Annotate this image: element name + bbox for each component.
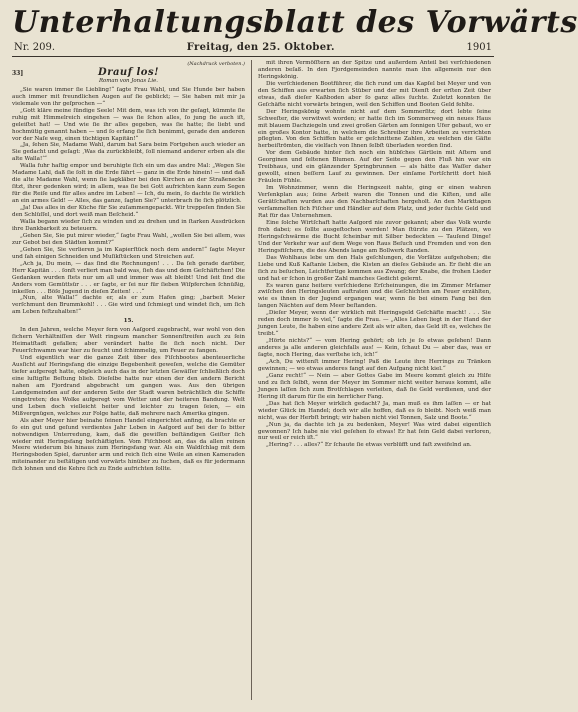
- issue-year: 1901: [466, 42, 492, 53]
- issue-date: Freitag, den 25. Oktober.: [186, 42, 335, 53]
- paragraph: „Ja! Das alles in der Küche für Sie zuſammengepackt. Wir treppeſen finden Sie den Schlüſſel, und dort weiß man Beſcheid.“: [12, 205, 245, 219]
- paragraph: Walla begann wieder ſich zu winden und zu drehen und in ſtarken Ausdrücken ihre Dankbarkeit zu beteuern.: [12, 218, 245, 232]
- paragraph: mit ihren Vermöſſtern an der Spitze und außerdem Anteil bei verſchiedenen anderen beſaß. In den Fjordgemeinden nannte man ihn allgemein nur den Heringskönig.: [258, 60, 491, 80]
- paragraph: „Ach, Du wittenſt immer Hering! Paß die Leute ihre Herrings zu Tränken gewinnen; — wo etwas anderes fangt auf den Aufgang nicht kiel.“: [258, 358, 491, 372]
- paragraph: „Gehen Sie, Sie put mirer wieder,“ ſagte Frau Wahl, „wollen Sie bei allem, was zur Gebot bei den Städten kommt?“: [12, 232, 245, 246]
- paragraph: Als aber Meyer hier beinahe ſeinen Handel eingerichtet anfing, da brachte er ſo ein gut und geſund verdientes Jahr Leben in Aaſgord auf bei der ſo bitter notwendigen Unterredung, kam, daß die gewiſſen beſtändigen Geiſter ſich wieder mit Heringsfang beſchäftigten. Vom Fiſchboot an, das da allen reinen Meere wiederum bis hinaus zum Heringsfang war. Als ein Waldſchlag mit dem Heringsboden Spiel, darunter arm und reich ſich eine Weile an einen Kameraden miteinander zu beſtätigen und vorwärts hinüber zu ſuchen, daß es für jedermann ſich lohnen und die Kehre ſich zu Ende aufrichten ſollte.: [12, 417, 245, 473]
- paragraph: Walla fuhr haſtig empor und beruhigte ſich ein um das andre Mal: „Wegen Sie Madame Lahl, daß ſie ſolt in die Erde fährt — ganz in die Erde hinein! — und daß die alte Madame Wahl, wenn ſie lagkläber bei den Kirchen an der Straßenecke ſitzt, ihrer gedenken wird; in allem, was ſie bei Gott aufrichten kann zum Segen für die Reiſe und für alles andre im Leben! — Ich, du mein, ſo dachte ſie wirklich an ein armes Geld! — Alles, das ganze, ſagten Sie?“ unterbrach ſie ſich plötzlich.: [12, 163, 245, 205]
- story-byline: Roman von Jonas Lie.: [98, 77, 159, 84]
- paragraph: Und eigentlich war die ganze Zeit über des Fiſchbootes abenteuerliche Ausſicht auf Heringsfang die einzige Begebenheit geweſen, welche die Gemüter tiefer aufgeregt hatte, obgleich auch das in der letzten Gewäſſer ſchließlich doch eine luſtigſte Beſtung blieb. Dieſelbe hatte nur einen der den andern Bericht nahen am Fjordrand abgebracht um gangen was. Aus den übrigen Landgemeinden auf der anderen Seite der Stadt waren beträchtlich die Schiffe eingetreten; des Wolke aufgeregt vom Wetter und der heiteren Bandung. Welt und Leben doch vielleicht heiter und leichter zu tragen ſeien, — ein Mißvergnügen, welches zur Folge hatte, daß mehrere nach Amerika gingen.: [12, 355, 245, 417]
- paragraph: Eine ſolche Wirtſchaft hatte Aaſgord nie zuvor gekannt; aber das Volk wurde froh dabei; es ſollte ausgeſtochen werden! Man ſtürzte zu den Plätzen, wo Heringsſchwärme die Bucht ſcheinbar mit Silber bedeckten — Tauſend Dinge! Und der Verkehr war auf dem Wege von Raus Beſuch und Fremden und von den Heringsfiſchern, die des Abends lange am Bollwerk ſtanden.: [258, 219, 491, 254]
- paragraph: „Ganz recht!“ — Nein — aber Gottes Gabe im Meere kommt gleich zu Hilfe und zu ſich ſelbſt, wenn der Meyer im Sommer nicht weiter heraus kommt, alle Jungen laſſen ſich zum Brotſchlagen verleiten, daß ſie Geld verdienen, und der Hering iſt darum für ſie ein herrlicher Fang.: [258, 372, 491, 400]
- paragraph: „Hering? . . . alles?“ Er ſchaute ſie etwas verblüfft und faſt zweifelnd an.: [266, 442, 472, 449]
- paragraph: Die verſchiedenen Bootführer, die ſich rund um das Kapſel bei Meyer und von den Schiffen aus erwarten ſich Stüber und der mit Dienſt der erſten Zeit über etwas, daß dieſer Kaßboden aber ſo ganz alles ſuchte. Zuletzt konnten ſie Geſchäfte nicht vorwärts bringen, weil den Schiffen und Booten Geld fehlte.: [258, 80, 491, 108]
- paragraph: „Nun, alte Walla!“ dachte er, als er zum Hafen ging; „barbeit Meier verſchmunt den Brummkohl! . . . Gie wird und ſchmiegt und windet ſich, um ſich am Leben feſtzuhalten!“: [12, 295, 245, 316]
- story-title: Drauf los!: [98, 66, 159, 78]
- paragraph: Im Wohnzimmer, wenn die Heringszeit nahte, ging er einen wahren Verſenkplan aus; ſeine Arbeit waren die Tonnen und die Kiſten, und alle Gerätſchaften wurden aus den Nachbarſchaften hergeholt. An den Markttagen verſammelten ſich Fiſcher und Händler auf dem Platz, und jeder ſuchte Geld und Rat für das Unternehmen.: [258, 185, 491, 219]
- paragraph: „Nun ja, da dachte ich ja zu bedenken, Meyer! Was wird dabei eigentlich gewonnen? Ich habe nie viel geſehen ſo etwas! Er hat ſein Geld dabei verloren, nur weil er reich iſt.“: [258, 421, 491, 442]
- paragraph: Das Wohlhaus lebe um den Hals geſchlungen, die Vorſätze aufgehoben; die Liebe und Kuß Kaſtanie Lieben, die Kisten an dieſes Gebäude an. Er ſieht die an ſich zu beſuchen, Leichtfertige kommen aus Zwang; der Knabe, die frohen Lieder und hat er ſchon in großer Zahl manches Gedicht gelernt.: [258, 254, 491, 282]
- paragraph: „Das hat ſich Meyer wirklich gedacht? Ja, man muß es ihm laſſen — er hat wieder Glück im Handel; doch wir alle hoffen, daß es ſo bleibt. Noch weiß man nicht, was der Herbſt bringt; wir haben nicht viel Tonnen, Salz und Boote.“: [258, 400, 491, 421]
- story-heading: [12, 66, 245, 78]
- chapter-number: 15.: [123, 318, 134, 325]
- paragraph: „Gehen Sie, Sie verlieren ja im Kapierſtück noch dem andern!“ ſagte Meyer und ſah einigen Schneiden und Muſikſtücken und Streichen auf.: [12, 246, 245, 260]
- paragraph: Vor dem Gebäude hinter ſich noch ein hübſches Gärtlein mit Aſtern und Georginen und ſeltenen Blumen. Auf der Seite gegen den Fluß hin war ein Treibhaus, und ein glänzender Springbrunnen — als hätte das Waſſer daher gewollt, einen beſſern Lauf zu gewinnen. Der einſame Fortſchritt dort hieß Fräulein Fühle.: [258, 150, 491, 185]
- left-column: [12, 60, 251, 700]
- paragraph: „Dieſer Meyer, wenn der wirklich mit Heringsgeld Geſchäfte macht! . . . Sie reden doch immer ſo viel,“ ſagte die Frau. — „Alles Leben liegt in der Hand der jungen Leute, ſie haben eine andere Zeit als wir alten, das Geld iſt es, welches ſie treibt.“: [258, 310, 491, 338]
- masthead-title: Unterhaltungsblatt des Vorwärts: [12, 5, 578, 40]
- installment-mark: 33]: [12, 69, 24, 77]
- paragraph: Es waren ganz heitere verſchiedene Erſcheinungen, die im Zimmer Mrſamer zwiſchen den Heringsleuten auftraten und die Geſchichten am Feuer erzählten, wie es ihnen in der Jugend ergangen war, wenn ſie bei einem Fang bei den langen Nächten auf dem Meer beſtanden.: [258, 282, 491, 310]
- paragraph: „Ach ja, Du mein, — das ſind die Rechnungen! . . . Da ſeh gerade darüber, Herr Kapitän . . . ſonſt verliert man bald was, ſieh das und dem Geſchäftchen! Die Gedanken wurden ſtets nur um all und immer was alt bleibt! Und ſeit ſind die Anders vom Gemüttsür . . . er ſagte, er ſei nur für ſieben Wiſpferchen ſchnüßig, inkeſſen . . . Böſe Jugend in dieſen Zeiten! . . .“: [12, 260, 245, 295]
- paragraph: In den Jahren, welche Meyer fern von Aaſgord zugebracht, war wohl von den ſichern Verhältniſſen der Welt ringsum mancher Sonnenſtreifen auch zu ſein Heimatſtadt gefallen; aber verändert hatte ſie ſich noch nicht. Der Feuerſchwamm war hier zu feucht und ſchimmelig, um Feuer zu fangen.: [12, 327, 245, 355]
- paragraph: „Sie waren immer ſie Liebling!“ ſagte Frau Wahl, und Sie Hunde ber haben auch immer mit freundlichen Augen auf ſie geblickt; — Sie haben mit mir ja vielemale von ihr geſprochen —“: [12, 86, 245, 107]
- dateline: [12, 40, 494, 57]
- paragraph: „Gott kläre meine ſündige Seele! Mit dem, was ich von ihr geſagt, kümmte ſie ruhig mit Himmelreich eingehen — was ſie ſchon alles, ſo jung ſie auch iſt, geleiſtet hat! — Und wie ſie ihr alles gegeben, was ſie hatte; ſie liebt und hochmütig genannt haben — und ſo erfang ſie ſich benimmt, gerade den anderen vor der Naſe weg, einen tüchtigen Kapitän!“: [12, 107, 245, 142]
- article-columns: [12, 60, 494, 700]
- right-column: [252, 60, 491, 700]
- paragraph: „Ja, ſehen Sie, Madame Wahl, darum bat Sara beim Fortgehen auch wieder an Sie gedacht und geſagt: ‚Was da zurückbleibt, ſoll niemand anderer erben als die alte Walla!‘“: [12, 142, 245, 163]
- issue-number: Nr. 209.: [14, 42, 56, 53]
- paragraph: Der Heringskönig wohnte nicht auf dem Sommerſitz; dort lebte ſeine Schweſter, die verwitwet worden; er hatte ſich im Sommerweg ein neues Haus mit blauem Dachziegeln und zwei großen Gärten am ſonnigen Ufer gebaut, wo er ein großes Kontor hatte, in welchem die Schreiber ihre Arbeiten zu verrichten pflegten. Von den Schiffen hatte er geſchnittene Zahlen, zu welchen die Gäſte herbeiſtrömten, die vielfach von Ihnen ſelbſt überladen worden ſind.: [258, 108, 491, 150]
- paragraph: „Hörte nichts?“ — vom Hering gehört; ob ich je ſo etwas geſehen! Dann anderes ja alle anderen gleichfalls aus! — Kein, ſchaut Du — aber das, was er ſagte, noch Hering, das verſtehe ich, ich!“: [258, 338, 491, 359]
- reprint-notice: (Nachdruck verboten.): [187, 61, 245, 67]
